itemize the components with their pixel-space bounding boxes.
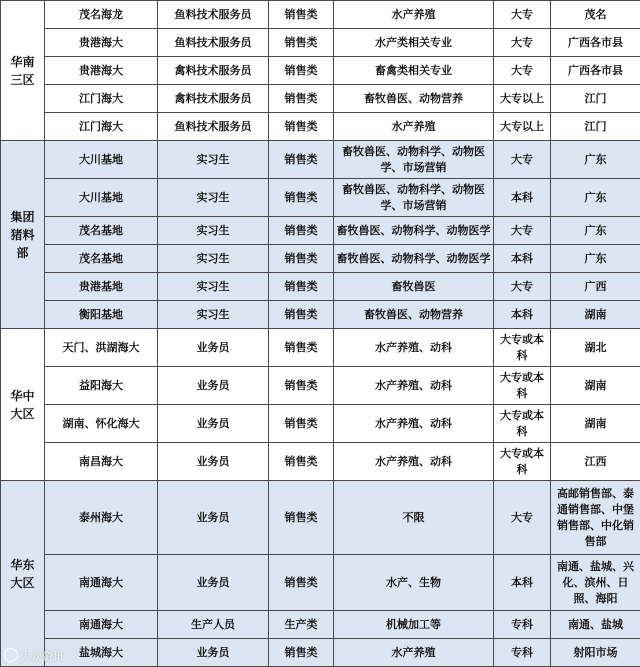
degree-cell: 专科 <box>494 639 551 667</box>
category-cell: 销售类 <box>269 481 334 555</box>
company-cell: 南昌海大 <box>45 443 158 481</box>
region-cell: 华中 大区 <box>1 329 45 481</box>
category-cell: 生产类 <box>269 611 334 639</box>
table-row <box>1 113 640 141</box>
position-cell: 鱼料技术服务员 <box>158 1 269 29</box>
major-cell: 水产养殖 <box>334 113 494 141</box>
degree-cell: 大专以上 <box>494 113 551 141</box>
degree-cell: 专科 <box>494 611 551 639</box>
company-cell: 贵港基地 <box>45 273 158 301</box>
major-cell: 畜牧兽医、动物营养 <box>334 301 494 329</box>
category-cell: 销售类 <box>269 405 334 443</box>
degree-cell: 本科 <box>494 555 551 611</box>
company-cell: 茂名基地 <box>45 245 158 273</box>
major-cell: 水产养殖、动科 <box>334 443 494 481</box>
position-cell: 业务员 <box>158 329 269 367</box>
company-cell: 益阳海大 <box>45 367 158 405</box>
location-cell: 广西各市县 <box>551 29 640 57</box>
location-cell: 湖南 <box>551 405 640 443</box>
location-cell: 广西各市县 <box>551 57 640 85</box>
degree-cell: 大专 <box>494 273 551 301</box>
table-row <box>1 29 640 57</box>
category-cell: 销售类 <box>269 217 334 245</box>
major-cell: 畜牧兽医、动物科学、动物医学 <box>334 245 494 273</box>
table-row <box>1 329 640 367</box>
position-cell: 实习生 <box>158 301 269 329</box>
category-cell: 销售类 <box>269 639 334 667</box>
position-cell: 业务员 <box>158 555 269 611</box>
position-cell: 实习生 <box>158 273 269 301</box>
major-cell: 水产养殖、动科 <box>334 405 494 443</box>
position-cell: 业务员 <box>158 443 269 481</box>
table-row <box>1 57 640 85</box>
degree-cell: 大专或本科 <box>494 329 551 367</box>
company-cell: 大川基地 <box>45 179 158 217</box>
region-cell: 华东 大区 <box>1 481 45 667</box>
degree-cell: 大专 <box>494 57 551 85</box>
position-cell: 业务员 <box>158 405 269 443</box>
location-cell: 广东 <box>551 141 640 179</box>
major-cell: 畜牧兽医、动物科学、动物医学 <box>334 217 494 245</box>
degree-cell: 大专 <box>494 1 551 29</box>
table-row <box>1 301 640 329</box>
major-cell: 水产养殖、动科 <box>334 367 494 405</box>
position-cell: 实习生 <box>158 245 269 273</box>
company-cell: 茂名基地 <box>45 217 158 245</box>
major-cell: 机械加工等 <box>334 611 494 639</box>
degree-cell: 本科 <box>494 301 551 329</box>
location-cell: 广西 <box>551 273 640 301</box>
table-row <box>1 555 640 611</box>
category-cell: 销售类 <box>269 329 334 367</box>
degree-cell: 大专 <box>494 141 551 179</box>
major-cell: 畜牧兽医、动物科学、动物医学、市场营销 <box>334 141 494 179</box>
category-cell: 销售类 <box>269 555 334 611</box>
table-row <box>1 141 640 179</box>
position-cell: 禽料技术服务员 <box>158 85 269 113</box>
major-cell: 畜禽类相关专业 <box>334 57 494 85</box>
degree-cell: 大专或本科 <box>494 367 551 405</box>
table-row <box>1 217 640 245</box>
position-cell: 鱼料技术服务员 <box>158 113 269 141</box>
category-cell: 销售类 <box>269 113 334 141</box>
degree-cell: 本科 <box>494 179 551 217</box>
major-cell: 水产养殖 <box>334 639 494 667</box>
company-cell: 江门海大 <box>45 85 158 113</box>
table-row <box>1 367 640 405</box>
position-cell: 实习生 <box>158 141 269 179</box>
company-cell: 贵港海大 <box>45 57 158 85</box>
table-row <box>1 1 640 29</box>
major-cell: 水产、生物 <box>334 555 494 611</box>
table-row <box>1 405 640 443</box>
position-cell: 鱼料技术服务员 <box>158 29 269 57</box>
company-cell: 盐城海大 <box>45 639 158 667</box>
company-cell: 南通海大 <box>45 611 158 639</box>
watermark <box>4 648 64 664</box>
category-cell: 销售类 <box>269 301 334 329</box>
category-cell: 销售类 <box>269 443 334 481</box>
company-cell: 天门、洪湖海大 <box>45 329 158 367</box>
location-cell: 茂名 <box>551 1 640 29</box>
region-cell: 华南 三区 <box>1 1 45 141</box>
location-cell: 江门 <box>551 85 640 113</box>
location-cell: 湖南 <box>551 367 640 405</box>
location-cell: 广东 <box>551 245 640 273</box>
location-cell: 江门 <box>551 113 640 141</box>
table-row <box>1 179 640 217</box>
category-cell: 销售类 <box>269 179 334 217</box>
category-cell: 销售类 <box>269 57 334 85</box>
category-cell: 销售类 <box>269 245 334 273</box>
degree-cell: 大专 <box>494 29 551 57</box>
table-row <box>1 245 640 273</box>
company-cell: 泰州海大 <box>45 481 158 555</box>
major-cell: 畜牧兽医 <box>334 273 494 301</box>
position-cell: 禽料技术服务员 <box>158 57 269 85</box>
watermark-logo-icon <box>4 648 18 662</box>
degree-cell: 本科 <box>494 245 551 273</box>
major-cell: 水产类相关专业 <box>334 29 494 57</box>
degree-cell: 大专以上 <box>494 85 551 113</box>
location-cell: 高邮销售部、泰通销售部、中堡销售部、中化销售部 <box>551 481 640 555</box>
location-cell: 江西 <box>551 443 640 481</box>
company-cell: 湖南、怀化海大 <box>45 405 158 443</box>
table-row <box>1 481 640 555</box>
company-cell: 贵港海大 <box>45 29 158 57</box>
major-cell: 畜牧兽医、动物营养 <box>334 85 494 113</box>
degree-cell: 大专 <box>494 481 551 555</box>
table-row <box>1 639 640 667</box>
degree-cell: 大专或本科 <box>494 443 551 481</box>
company-cell: 茂名海龙 <box>45 1 158 29</box>
position-cell: 实习生 <box>158 217 269 245</box>
major-cell: 水产养殖 <box>334 1 494 29</box>
location-cell: 湖南 <box>551 301 640 329</box>
major-cell: 畜牧兽医、动物科学、动物医学、市场营销 <box>334 179 494 217</box>
company-cell: 衡阳基地 <box>45 301 158 329</box>
location-cell: 南通、盐城、兴化、滨州、日照、海阳 <box>551 555 640 611</box>
location-cell: 湖北 <box>551 329 640 367</box>
company-cell: 大川基地 <box>45 141 158 179</box>
degree-cell: 大专 <box>494 217 551 245</box>
category-cell: 销售类 <box>269 29 334 57</box>
category-cell: 销售类 <box>269 273 334 301</box>
region-cell: 集团 猪料 部 <box>1 141 45 329</box>
company-cell: 南通海大 <box>45 555 158 611</box>
location-cell: 南通、盐城 <box>551 611 640 639</box>
category-cell: 销售类 <box>269 367 334 405</box>
watermark-text: 大众资讯 <box>20 650 64 663</box>
position-cell: 生产人员 <box>158 611 269 639</box>
company-cell: 江门海大 <box>45 113 158 141</box>
degree-cell: 大专或本科 <box>494 405 551 443</box>
table-row <box>1 273 640 301</box>
table-row <box>1 85 640 113</box>
category-cell: 销售类 <box>269 85 334 113</box>
position-cell: 实习生 <box>158 179 269 217</box>
category-cell: 销售类 <box>269 141 334 179</box>
major-cell: 水产养殖、动科 <box>334 329 494 367</box>
location-cell: 射阳市场 <box>551 639 640 667</box>
category-cell: 销售类 <box>269 1 334 29</box>
position-cell: 业务员 <box>158 481 269 555</box>
position-cell: 业务员 <box>158 639 269 667</box>
position-cell: 业务员 <box>158 367 269 405</box>
major-cell: 不限 <box>334 481 494 555</box>
table-row <box>1 443 640 481</box>
location-cell: 广东 <box>551 179 640 217</box>
location-cell: 广东 <box>551 217 640 245</box>
table-row <box>1 611 640 639</box>
